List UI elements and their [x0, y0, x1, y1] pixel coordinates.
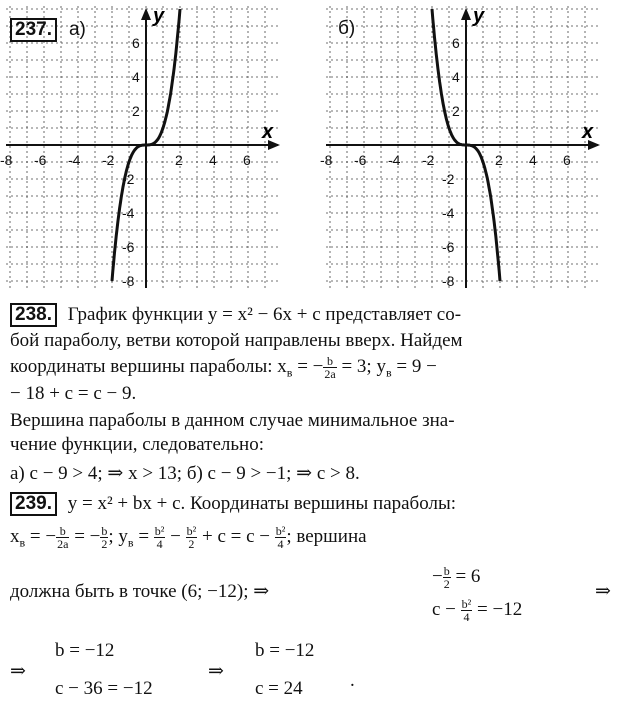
- axis-y-label: y: [473, 5, 485, 27]
- y-tick-label: -4: [122, 205, 135, 221]
- task238-line6: чение функции, следовательно:: [10, 434, 265, 455]
- x-tick-label: -2: [102, 152, 115, 168]
- x-tick-label: 4: [209, 152, 217, 168]
- task238-line1: График функции y = x² − 6x + c представляет со-: [67, 304, 462, 325]
- x-tick-label: 6: [563, 152, 571, 168]
- task238-line4: − 18 + c = c − 9.: [10, 383, 137, 404]
- y-axis-arrow-icon: [461, 8, 471, 20]
- task237-number: 237. а): [10, 18, 86, 42]
- task239-line2: $x_в$ = − $\frac{b}{2a}$ = − $\frac{b}{2}$ ; $y_в$ = $\frac{\text{b²}}{4}$ − $\frac{\text{b²}}{2}$ + c = c − $\frac{\text{b²}}{4}$ ; вершина: [10, 524, 367, 551]
- y-tick-label: 2: [452, 103, 460, 119]
- y-tick-label: -8: [122, 273, 135, 289]
- implies-arrow: ⇒: [595, 581, 611, 602]
- x-tick-label: -8: [0, 152, 13, 168]
- task239-line1: y = x² + bx + c. Координаты вершины параболы:: [67, 493, 457, 514]
- implies-arrow: ⇒: [10, 661, 26, 682]
- system2-eq1: b = −12: [55, 640, 115, 661]
- task238-line2: бой параболу, ветви которой направлены вверх. Найдем: [10, 330, 463, 351]
- system1-eq1: − $\frac{b}{2}$ = 6: [432, 564, 481, 591]
- task238-line3: координаты вершины параболы: $x_в$ = − $\frac{b}{2a}$ = 3; $y_в = 9$ −: [10, 354, 437, 381]
- y-tick-label: 4: [452, 69, 460, 85]
- final-dot: .: [350, 670, 355, 691]
- axis-y-label: y: [153, 5, 165, 27]
- task238-line5: Вершина параболы в данном случае минимальное зна-: [10, 410, 455, 431]
- x-tick-label: -4: [388, 152, 401, 168]
- axis-x-label: x: [582, 121, 594, 143]
- x-tick-label: 2: [175, 152, 183, 168]
- y-tick-label: -4: [442, 205, 455, 221]
- y-tick-label: 6: [132, 35, 140, 51]
- y-axis-arrow-icon: [141, 8, 151, 20]
- y-tick-label: -2: [122, 171, 135, 187]
- task238-number: 238.: [10, 303, 57, 327]
- y-tick-label: 6: [452, 35, 460, 51]
- y-tick-label: -6: [122, 239, 135, 255]
- system3-eq1: b = −12: [255, 640, 315, 661]
- graph-a: [0, 0, 300, 290]
- x-tick-label: -4: [68, 152, 81, 168]
- y-tick-label: -6: [442, 239, 455, 255]
- task238-line7: а) c − 9 > 4; ⇒ x > 13; б) c − 9 > −1; ⇒ c > 8.: [10, 463, 360, 484]
- y-tick-label: -8: [442, 273, 455, 289]
- task239-line3: должна быть в точке (6; −12); ⇒: [10, 581, 270, 602]
- system3-eq2: c = 24: [255, 678, 303, 699]
- y-tick-label: 4: [132, 69, 140, 85]
- x-tick-label: 6: [243, 152, 251, 168]
- x-tick-label: 2: [495, 152, 503, 168]
- x-tick-label: -6: [34, 152, 47, 168]
- x-tick-label: -8: [320, 152, 333, 168]
- fraction: $\frac{b}{2a}$: [324, 354, 336, 381]
- system1-eq2: c − $\frac{\text{b²}}{4}$ = −12: [432, 597, 523, 624]
- system2-eq2: c − 36 = −12: [55, 678, 153, 699]
- y-tick-label: 2: [132, 103, 140, 119]
- graph-a-label: а): [68, 19, 86, 40]
- x-tick-label: -2: [422, 152, 435, 168]
- task239-number: 239.: [10, 492, 57, 516]
- x-tick-label: 4: [529, 152, 537, 168]
- implies-arrow: ⇒: [208, 661, 224, 682]
- axis-x-label: x: [262, 121, 274, 143]
- x-tick-label: -6: [354, 152, 367, 168]
- y-tick-label: -2: [442, 171, 455, 187]
- graph-b-label: б): [338, 18, 356, 39]
- graph-b: [320, 0, 620, 290]
